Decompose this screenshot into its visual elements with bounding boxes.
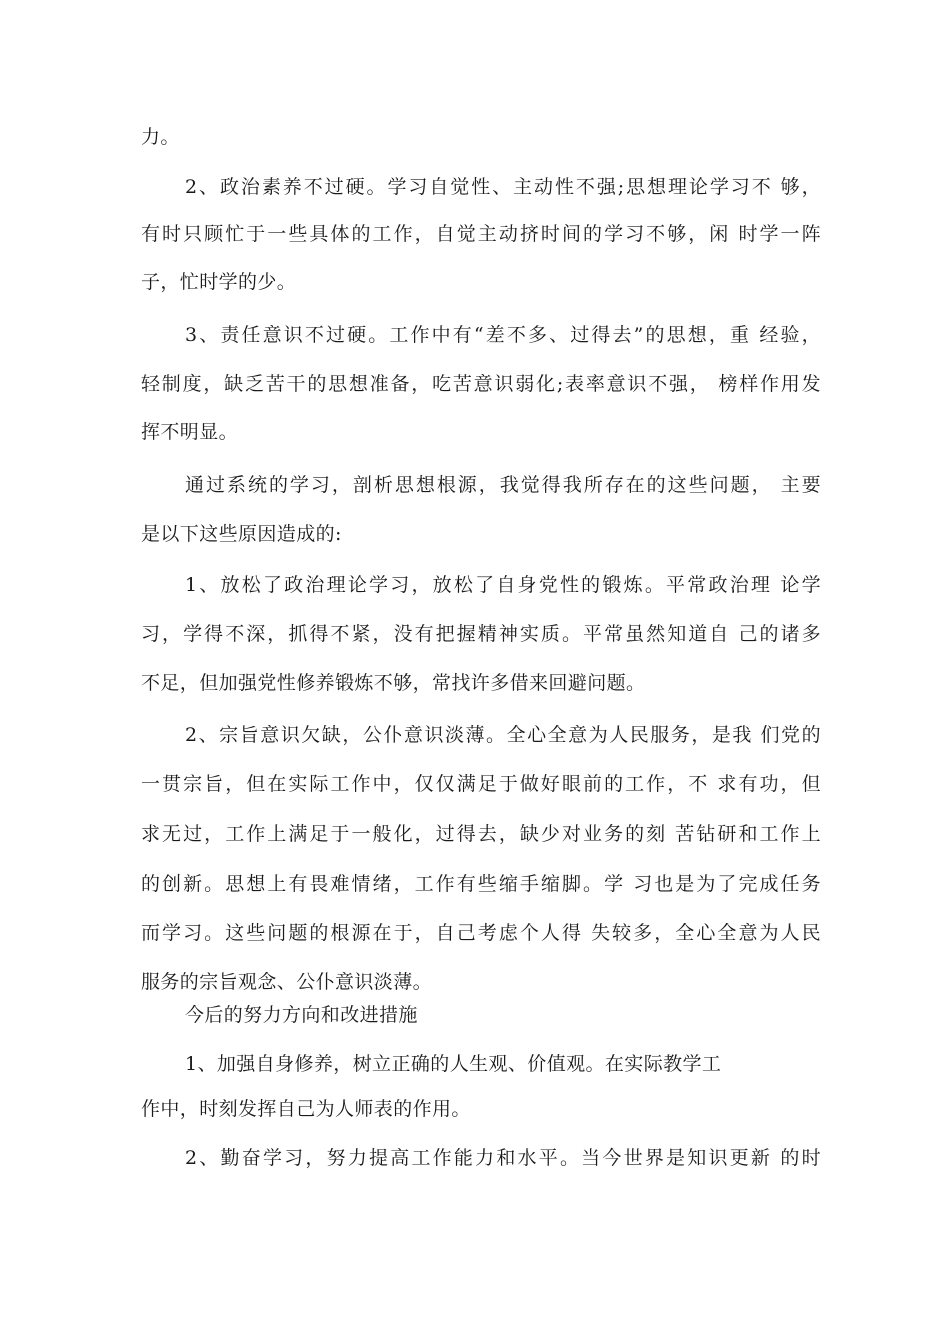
text-line: 有时只顾忙于一些具体的工作，自觉主动挤时间的学习不够，闲 时学一阵 [141,223,821,245]
text-line: 2、宗旨意识欠缺，公仆意识淡薄。全心全意为人民服务，是我 们党的 [185,724,821,746]
text-line: 一贯宗旨，但在实际工作中，仅仅满足于做好眼前的工作，不 求有功，但 [141,773,821,795]
text-line: 不足，但加强党性修养锻炼不够，常找许多借来回避问题。 [141,672,646,694]
text-line: 服务的宗旨观念、公仆意识淡薄。 [141,971,433,993]
text-line: 是以下这些原因造成的: [141,523,342,545]
text-line: 轻制度，缺乏苦干的思想准备，吃苦意识弱化;表率意识不强， 榜样作用发 [141,373,821,395]
text-line: 作中，时刻发挥自己为人师表的作用。 [141,1098,471,1120]
text-line: 子，忙时学的少。 [141,271,297,293]
text-line: 通过系统的学习，剖析思想根源，我觉得我所存在的这些问题， 主要 [185,474,821,496]
text-line: 挥不明显。 [141,421,239,443]
text-line: 2、勤奋学习，努力提高工作能力和水平。当今世界是知识更新 的时 [185,1147,821,1169]
section-heading: 今后的努力方向和改进措施 [185,1004,418,1026]
text-line: 而学习。这些问题的根源在于，自己考虑个人得 失较多，全心全意为人民 [141,922,821,944]
text-line: 求无过，工作上满足于一般化，过得去，缺少对业务的刻 苦钻研和工作上 [141,823,821,845]
text-line: 2、政治素养不过硬。学习自觉性、主动性不强;思想理论学习不 够， [185,176,821,198]
text-line: 1、加强自身修养，树立正确的人生观、价值观。在实际教学工 [185,1053,722,1075]
text-line: 力。 [141,126,180,148]
text-line: 的创新。思想上有畏难情绪，工作有些缩手缩脚。学 习也是为了完成任务 [141,873,821,895]
text-line: 习，学得不深，抓得不紧，没有把握精神实质。平常虽然知道自 己的诸多 [141,623,821,645]
text-line: 1、放松了政治理论学习，放松了自身党性的锻炼。平常政治理 论学 [185,574,821,596]
text-line: 3、责任意识不过硬。工作中有“差不多、过得去”的思想，重 经验， [185,324,821,346]
